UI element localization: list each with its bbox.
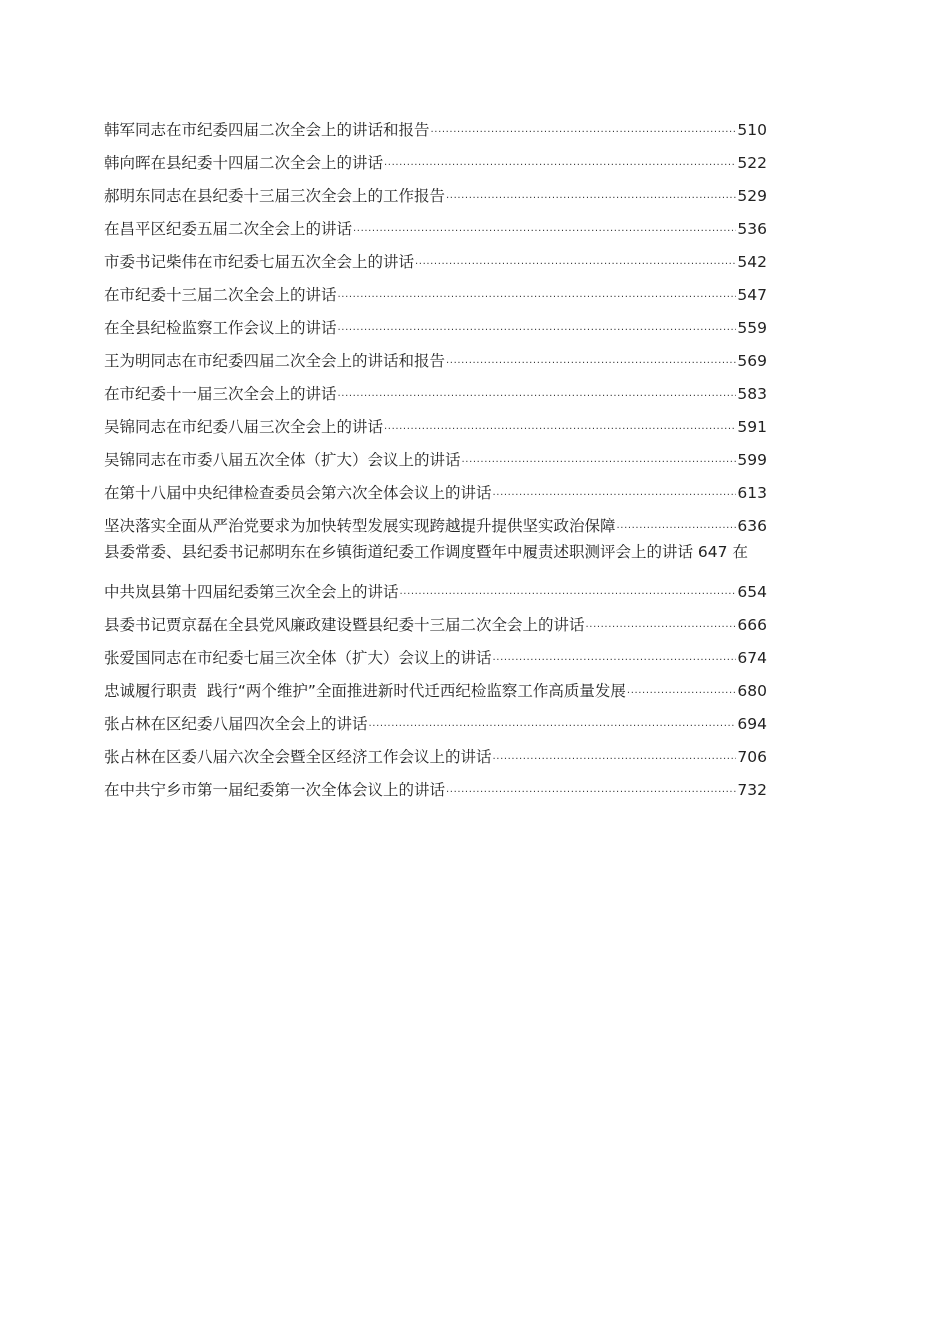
- toc-entry-page: 510: [737, 121, 767, 139]
- toc-entry[interactable]: [104, 309, 767, 342]
- toc-entry[interactable]: [104, 243, 767, 276]
- toc-entry-title: 郝明东同志在县纪委十三届三次全会上的工作报告: [104, 187, 446, 205]
- toc-entry-title: 县委书记贾京磊在全县党风廉政建设暨县纪委十三届二次全会上的讲话: [104, 616, 585, 634]
- toc-dot-leader: [446, 771, 736, 795]
- toc-entry[interactable]: [104, 276, 767, 309]
- toc-entry-title: 张占林在区委八届六次全会暨全区经济工作会议上的讲话: [104, 748, 492, 766]
- toc-entry-page: 559: [737, 319, 767, 337]
- toc-entry-page: 547: [737, 286, 767, 304]
- toc-dot-leader: [586, 606, 737, 630]
- toc-entry[interactable]: [104, 507, 767, 540]
- toc-entry[interactable]: [104, 177, 767, 210]
- toc-entry-title: 在中共宁乡市第一届纪委第一次全体会议上的讲话: [104, 781, 446, 799]
- toc-entry-page: 591: [737, 418, 767, 436]
- toc-entry[interactable]: [104, 540, 767, 573]
- toc-entry[interactable]: [104, 474, 767, 507]
- toc-dot-leader: [338, 375, 737, 399]
- toc-dot-leader: [446, 177, 736, 201]
- toc-entry[interactable]: [104, 606, 767, 639]
- toc-entry[interactable]: [104, 705, 767, 738]
- toc-entry-title: 吴锦同志在市委八届五次全体（扩大）会议上的讲话: [104, 451, 461, 469]
- toc-entry-title: 中共岚县第十四届纪委第三次全会上的讲话: [104, 583, 399, 601]
- toc-entry-title: 吴锦同志在市纪委八届三次全会上的讲话: [104, 418, 384, 436]
- toc-entry[interactable]: [104, 771, 767, 804]
- table-of-contents: [104, 111, 767, 804]
- toc-entry[interactable]: [104, 144, 767, 177]
- toc-entry-page: 583: [737, 385, 767, 403]
- toc-entry[interactable]: [104, 639, 767, 672]
- toc-entry[interactable]: [104, 342, 767, 375]
- toc-entry[interactable]: [104, 573, 767, 606]
- toc-dot-leader: [384, 144, 736, 168]
- toc-entry[interactable]: [104, 441, 767, 474]
- toc-entry[interactable]: [104, 111, 767, 144]
- toc-entry-page: 569: [737, 352, 767, 370]
- toc-entry-title: 在第十八届中央纪律检查委员会第六次全体会议上的讲话: [104, 484, 492, 502]
- toc-entry-page: 636: [737, 517, 767, 535]
- toc-dot-leader: [446, 342, 736, 366]
- toc-entry[interactable]: [104, 375, 767, 408]
- toc-dot-leader: [493, 474, 737, 498]
- toc-entry-page: 529: [737, 187, 767, 205]
- toc-entry-page: 536: [737, 220, 767, 238]
- toc-entry-page: 732: [737, 781, 767, 799]
- toc-entry-title: 在全县纪检监察工作会议上的讲话: [104, 319, 337, 337]
- toc-entry-page: 674: [737, 649, 767, 667]
- toc-entry-title: 在市纪委十三届二次全会上的讲话: [104, 286, 337, 304]
- toc-entry-page: 706: [737, 748, 767, 766]
- toc-entry[interactable]: [104, 210, 767, 243]
- toc-entry-title: 王为明同志在市纪委四届二次全会上的讲话和报告: [104, 352, 446, 370]
- toc-dot-leader: [400, 573, 737, 597]
- toc-entry-title: 在市纪委十一届三次全会上的讲话: [104, 385, 337, 403]
- toc-entry-title: 坚决落实全面从严治党要求为加快转型发展实现跨越提升提供坚实政治保障: [104, 517, 616, 535]
- toc-entry[interactable]: [104, 672, 767, 705]
- toc-entry-title: 张爱国同志在市纪委七届三次全体（扩大）会议上的讲话: [104, 649, 492, 667]
- toc-entry-title: 韩军同志在市纪委四届二次全会上的讲话和报告: [104, 121, 430, 139]
- toc-dot-leader: [627, 672, 736, 696]
- toc-entry-page: 522: [737, 154, 767, 172]
- toc-entry-page: 613: [737, 484, 767, 502]
- toc-entry-title: 县委常委、县纪委书记郝明东在乡镇街道纪委工作调度暨年中履责述职测评会上的讲话 647 在: [104, 543, 748, 561]
- toc-entry-page: 542: [737, 253, 767, 271]
- toc-dot-leader: [369, 705, 737, 729]
- toc-dot-leader: [617, 507, 737, 531]
- toc-dot-leader: [493, 738, 737, 762]
- toc-entry-page: 666: [737, 616, 767, 634]
- toc-dot-leader: [462, 441, 737, 465]
- toc-entry-title: 忠诚履行职责 践行“两个维护”全面推进新时代迁西纪检监察工作高质量发展: [104, 682, 626, 700]
- toc-dot-leader: [338, 276, 737, 300]
- toc-dot-leader: [338, 309, 737, 333]
- toc-dot-leader: [353, 210, 736, 234]
- toc-dot-leader: [493, 639, 737, 663]
- toc-entry-title: 张占林在区纪委八届四次全会上的讲话: [104, 715, 368, 733]
- toc-entry-page: 694: [737, 715, 767, 733]
- toc-entry-title: 在昌平区纪委五届二次全会上的讲话: [104, 220, 353, 238]
- toc-entry-title: 市委书记柴伟在市纪委七届五次全会上的讲话: [104, 253, 415, 271]
- toc-dot-leader: [431, 111, 737, 135]
- toc-dot-leader: [384, 408, 736, 432]
- toc-entry-page: 599: [737, 451, 767, 469]
- toc-entry[interactable]: [104, 738, 767, 771]
- toc-entry[interactable]: [104, 408, 767, 441]
- toc-entry-page: 654: [737, 583, 767, 601]
- toc-entry-page: 680: [737, 682, 767, 700]
- toc-dot-leader: [415, 243, 736, 267]
- toc-entry-title: 韩向晖在县纪委十四届二次全会上的讲话: [104, 154, 384, 172]
